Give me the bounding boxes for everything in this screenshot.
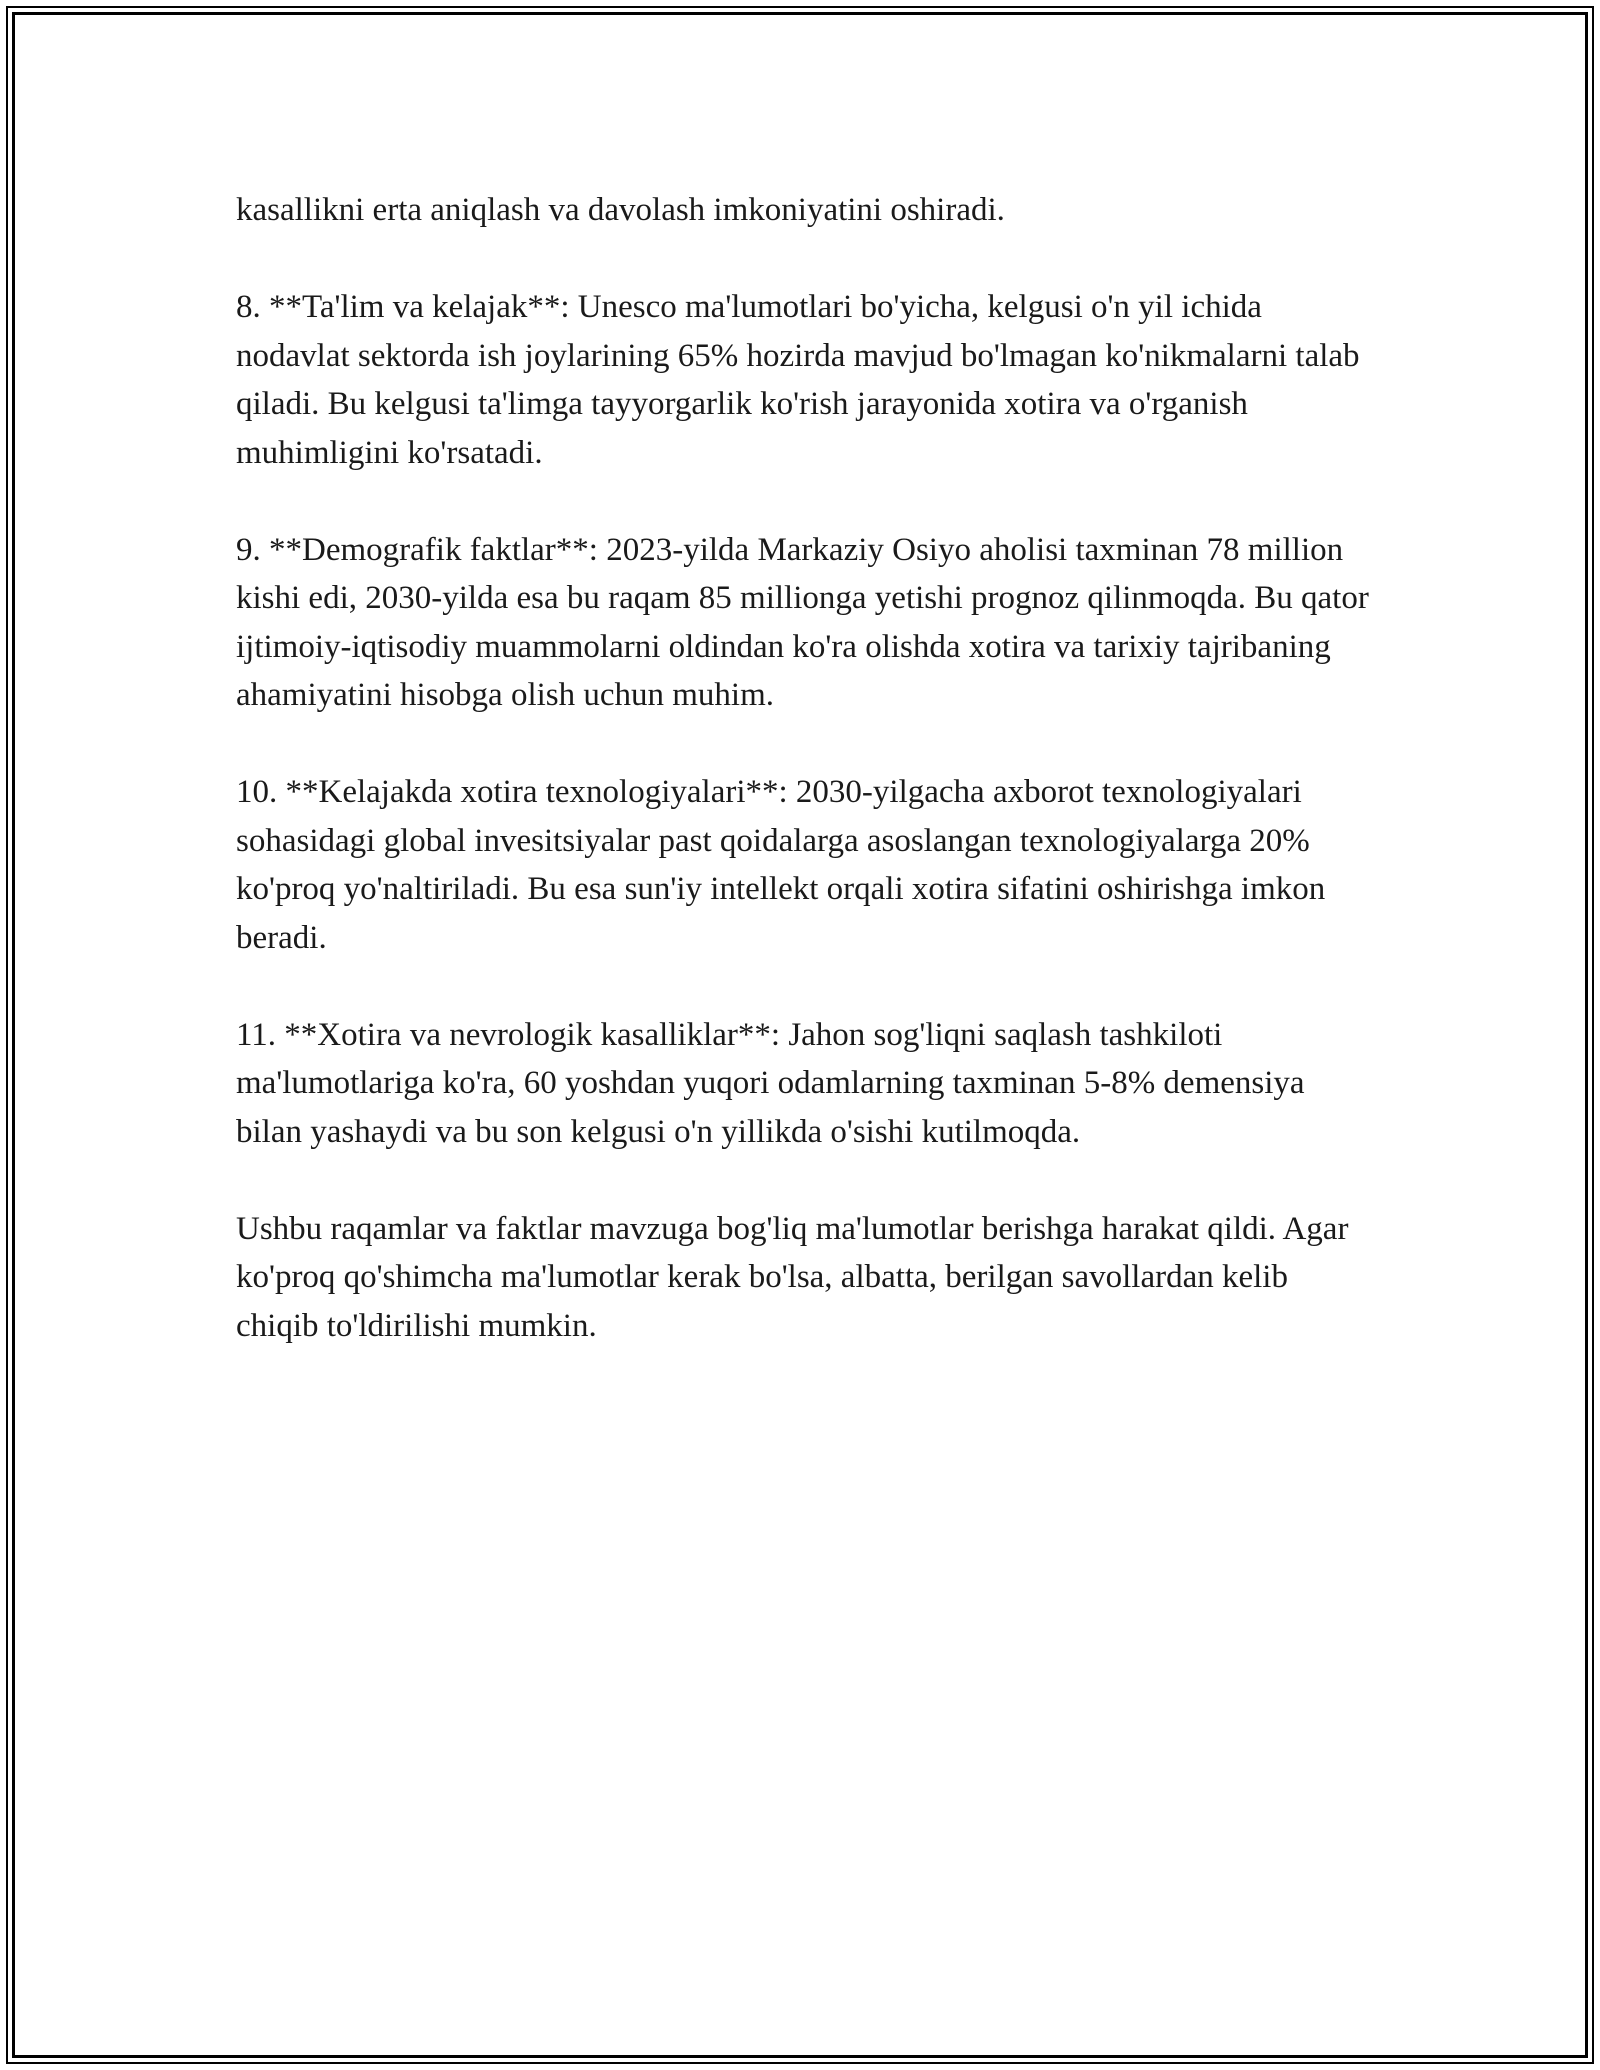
paragraph-continuation: kasallikni erta aniqlash va davolash imkoniyatini oshiradi. <box>236 192 1005 228</box>
paragraph-item-9: 9. **Demografik faktlar**: 2023-yilda Markaziy Osiyo aholisi taxminan 78 million kishi edi, 2030-yilda esa bu raqam 85 millionga yetishi prognoz qilinmoqda. Bu qator ijtimoiy-iqtisodiy muammolarni oldindan ko'ra olishda xotira va tarixiy tajribaning ahamiyatini hisobga olish uchun muhim. <box>236 531 1369 713</box>
paragraph-item-11: 11. **Xotira va nevrologik kasalliklar**: Jahon sog'liqni saqlash tashkiloti ma'lumotlariga ko'ra, 60 yoshdan yuqori odamlarning taxminan 5-8% demensiya bilan yashaydi va bu son kelgusi o'n yillikda o'sishi kutilmoqda. <box>236 1016 1305 1150</box>
document-body <box>236 186 1376 1399</box>
paragraph-item-8: 8. **Ta'lim va kelajak**: Unesco ma'lumotlari bo'yicha, kelgusi o'n yil ichida nodavlat sektorda ish joylarining 65% hozirda mavjud bo'lmagan ko'nikmalarni talab qiladi. Bu kelgusi ta'limga tayyorgarlik ko'rish jarayonida xotira va o'rganish muhimligini ko'rsatadi. <box>236 289 1360 471</box>
paragraph-conclusion: Ushbu raqamlar va faktlar mavzuga bog'liq ma'lumotlar berishga harakat qildi. Agar ko'proq qo'shimcha ma'lumotlar kerak bo'lsa, albatta, berilgan savollardan kelib chiqib to'ldirilishi mumkin. <box>236 1210 1349 1344</box>
paragraph-item-10: 10. **Kelajakda xotira texnologiyalari**: 2030-yilgacha axborot texnologiyalari sohasidagi global invesitsiyalar past qoidalarga asoslangan texnologiyalarga 20% ko'proq yo'naltiriladi. Bu esa sun'iy intellekt orqali xotira sifatini oshirishga imkon beradi. <box>236 774 1326 956</box>
